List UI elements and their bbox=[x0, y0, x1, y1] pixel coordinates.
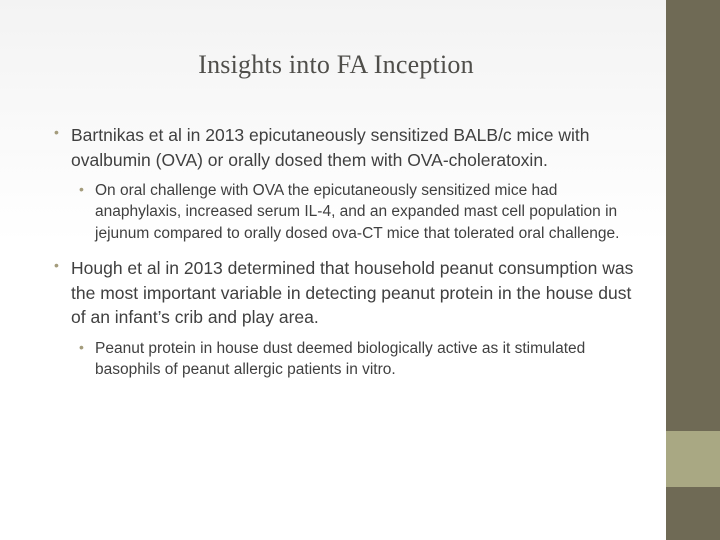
accent-bar-light bbox=[666, 431, 720, 487]
accent-bar-bottom bbox=[666, 487, 720, 540]
bullet-point-2-text: Hough et al in 2013 determined that household peanut consumption was the most important variable in detecting peanut protein in the house dust of an infant’s crib and play area. bbox=[71, 258, 634, 328]
slide-title: Insights into FA Inception bbox=[198, 50, 474, 79]
sub-bullet-point-1 bbox=[54, 180, 634, 244]
accent-bar-dark bbox=[666, 0, 720, 431]
sub-bullet-point-2-text: Peanut protein in house dust deemed biologically active as it stimulated basophils of peanut allergic patients in vitro. bbox=[95, 339, 586, 378]
bullet-point-1 bbox=[54, 123, 634, 172]
bullet-icon: • bbox=[54, 124, 59, 140]
bullet-icon: • bbox=[79, 181, 84, 197]
bullet-icon: • bbox=[79, 338, 84, 355]
slide-body bbox=[54, 123, 634, 392]
sub-bullet-point-1-text: On oral challenge with OVA the epicutaneously sensitized mice had anaphylaxis, increased serum IL-4, and an expanded mast cell population in jejunum compared to orally dosed ova-CT mice that tolerated oral challenge. bbox=[95, 182, 620, 242]
bullet-point-2 bbox=[54, 256, 634, 330]
sub-bullet-point-2 bbox=[54, 338, 634, 381]
bullet-point-1-text: Bartnikas et al in 2013 epicutaneously sensitized BALB/c mice with ovalbumin (OVA) or orally dosed them with OVA-choleratoxin. bbox=[71, 125, 590, 170]
bullet-icon: • bbox=[54, 257, 59, 274]
